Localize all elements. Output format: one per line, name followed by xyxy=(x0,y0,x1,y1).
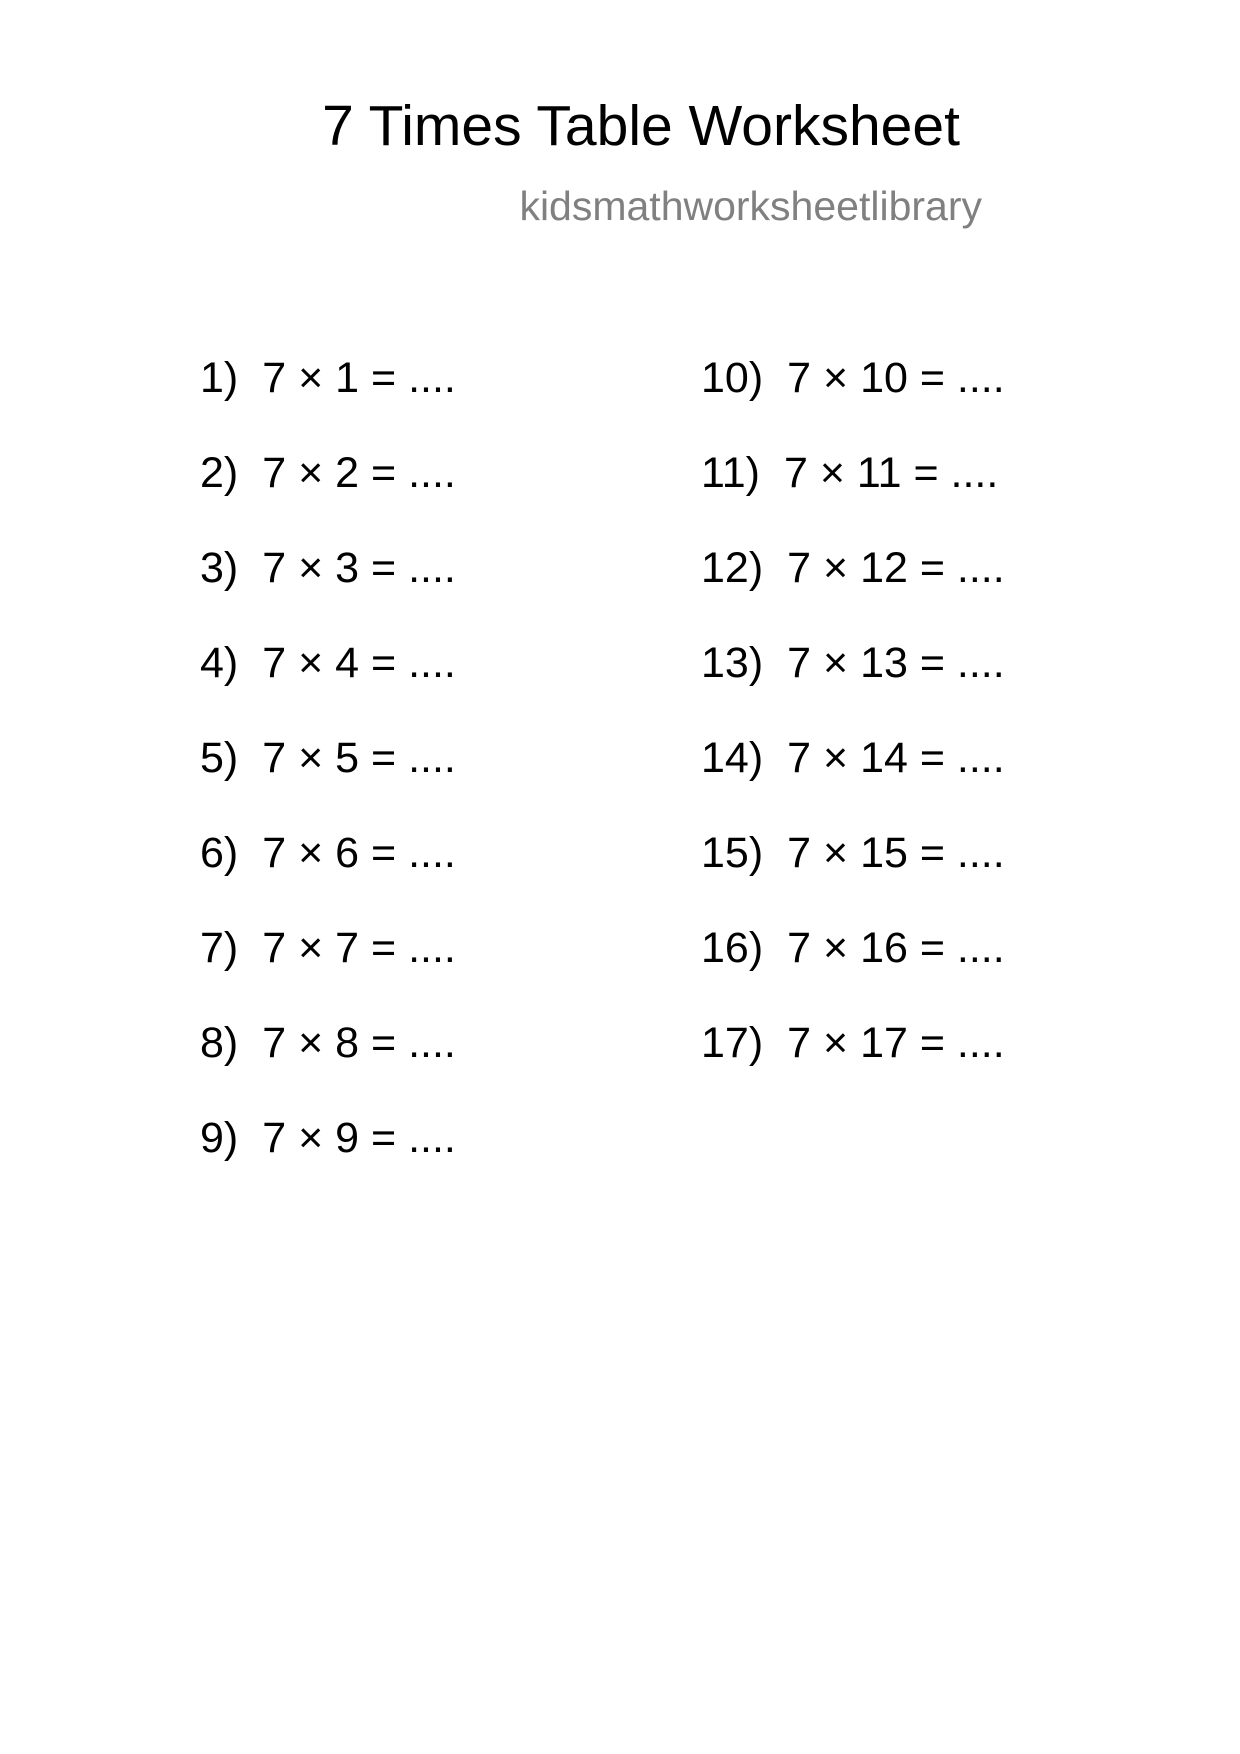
problem-item xyxy=(200,544,456,639)
problem-expression: 7 × 1 = .... xyxy=(262,354,456,402)
problem-item xyxy=(200,829,456,924)
problem-item xyxy=(701,449,1005,544)
problem-number: 16) xyxy=(701,924,764,972)
problem-item xyxy=(200,354,456,449)
problem-expression: 7 × 10 = .... xyxy=(787,354,1005,402)
problem-expression: 7 × 4 = .... xyxy=(262,639,456,687)
problem-number: 2) xyxy=(200,449,239,497)
problem-item xyxy=(200,449,456,544)
problem-item xyxy=(701,734,1005,829)
problem-item xyxy=(701,354,1005,449)
problem-expression: 7 × 2 = .... xyxy=(262,449,456,497)
problem-item xyxy=(701,924,1005,1019)
problem-number: 12) xyxy=(701,544,764,592)
problem-item xyxy=(200,924,456,1019)
problem-expression: 7 × 16 = .... xyxy=(787,924,1005,972)
problem-item xyxy=(701,829,1005,924)
problem-number: 13) xyxy=(701,639,764,687)
problem-expression: 7 × 14 = .... xyxy=(787,734,1005,782)
problem-item xyxy=(701,1019,1005,1114)
problem-number: 10) xyxy=(701,354,764,402)
problem-expression: 7 × 8 = .... xyxy=(262,1019,456,1067)
problem-number: 3) xyxy=(200,544,239,592)
problem-column-right xyxy=(701,354,1005,1114)
problem-item xyxy=(701,544,1005,639)
problem-item xyxy=(200,1114,456,1209)
problem-number: 15) xyxy=(701,829,764,877)
problem-item xyxy=(200,639,456,734)
page-subtitle: kidsmathworksheetlibrary xyxy=(519,183,982,229)
problem-number: 5) xyxy=(200,734,239,782)
problem-expression: 7 × 5 = .... xyxy=(262,734,456,782)
problem-number: 4) xyxy=(200,639,239,687)
problem-number: 17) xyxy=(701,1019,764,1067)
problem-expression: 7 × 9 = .... xyxy=(262,1114,456,1162)
problem-expression: 7 × 12 = .... xyxy=(787,544,1005,592)
problem-expression: 7 × 7 = .... xyxy=(262,924,456,972)
problem-expression: 7 × 17 = .... xyxy=(787,1019,1005,1067)
problem-number: 6) xyxy=(200,829,239,877)
problem-expression: 7 × 13 = .... xyxy=(787,639,1005,687)
problem-item xyxy=(701,639,1005,734)
problem-item xyxy=(200,1019,456,1114)
problem-expression: 7 × 3 = .... xyxy=(262,544,456,592)
problem-column-left xyxy=(200,354,456,1209)
problem-item xyxy=(200,734,456,829)
problem-expression: 7 × 11 = .... xyxy=(783,449,999,497)
page-title: 7 Times Table Worksheet xyxy=(322,94,960,158)
problem-expression: 7 × 6 = .... xyxy=(262,829,456,877)
problem-number: 14) xyxy=(701,734,764,782)
problem-number: 8) xyxy=(200,1019,239,1067)
problem-expression: 7 × 15 = .... xyxy=(787,829,1005,877)
problem-number: 9) xyxy=(200,1114,239,1162)
problem-number: 7) xyxy=(200,924,239,972)
problem-number: 1) xyxy=(200,354,239,402)
problem-number: 11) xyxy=(701,449,760,497)
